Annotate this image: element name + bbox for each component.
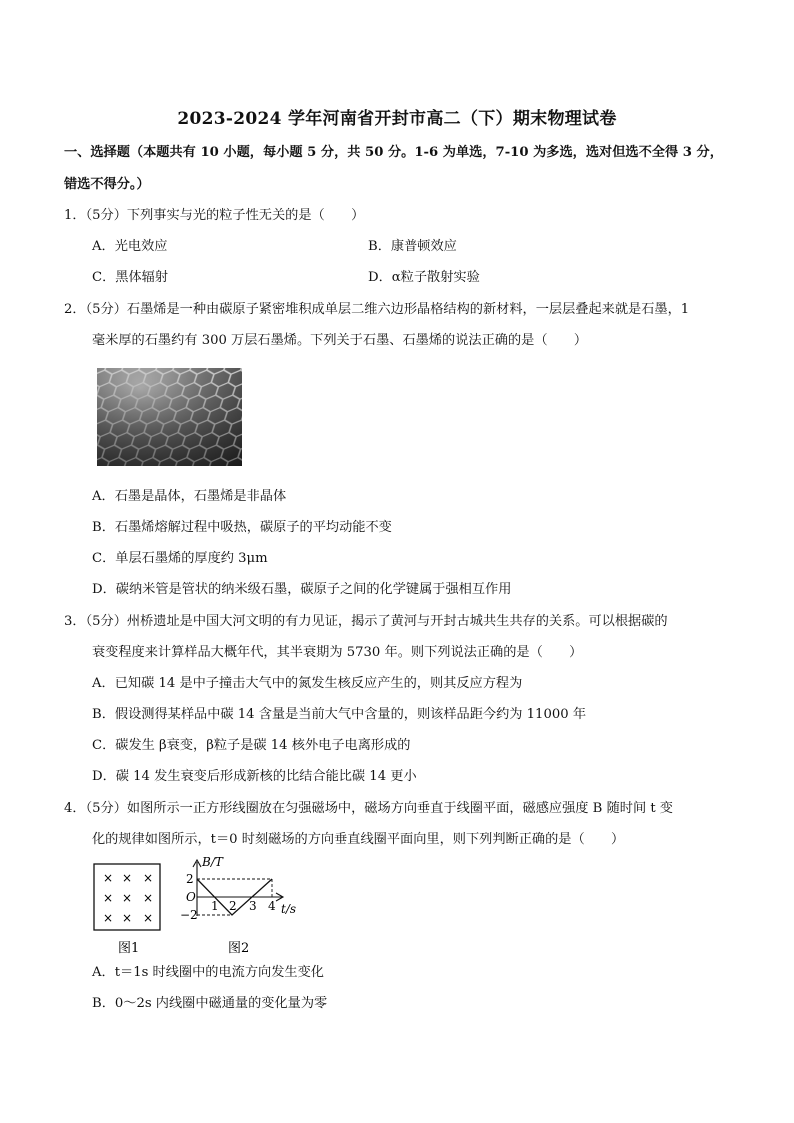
question-3-option-b: B．假设测得某样品中碳 14 含量是当前大气中含量的，则该样品距今约为 11000 年 bbox=[92, 707, 587, 722]
question-1-option-a: A．光电效应 bbox=[92, 239, 168, 254]
question-3-stem-line2: 衰变程度来计算样品大概年代，其半衰期为 5730 年。则下列说法正确的是（ ） bbox=[92, 645, 583, 660]
b-tick-minus2: −2 bbox=[180, 908, 198, 922]
question-1-option-b: B．康普顿效应 bbox=[368, 239, 457, 254]
b-tick-plus2: 2 bbox=[186, 872, 194, 886]
t-tick-4: 4 bbox=[268, 899, 276, 913]
question-2-option-b: B．石墨烯熔解过程中吸热，碳原子的平均动能不变 bbox=[92, 520, 392, 535]
page-title: 2023-2024 学年河南省开封市高二（下）期末物理试卷 bbox=[177, 109, 617, 129]
field-into-page-mark: × bbox=[143, 871, 154, 885]
question-2-option-a: A．石墨是晶体，石墨烯是非晶体 bbox=[92, 489, 287, 504]
t-axis-label: t/s bbox=[281, 902, 297, 916]
section-header-line1: 一、选择题（本题共有 10 小题，每小题 5 分，共 50 分。1-6 为单选，7-10 为多选，选对但选不全得 3 分， bbox=[64, 145, 723, 160]
field-into-page-mark: × bbox=[122, 871, 133, 885]
section-header-line2: 错选不得分。） bbox=[64, 177, 150, 192]
figure-1-caption: 图1 bbox=[118, 941, 140, 956]
t-tick-1: 1 bbox=[211, 899, 219, 913]
field-into-page-mark: × bbox=[143, 891, 154, 905]
field-into-page-mark: × bbox=[103, 911, 114, 925]
question-1-option-d: D．α粒子散射实验 bbox=[368, 270, 480, 285]
question-3-stem-line1: 3．（5分）州桥遗址是中国大河文明的有力见证，揭示了黄河与开封古城共生共存的关系。可以根据碳的 bbox=[64, 614, 668, 629]
question-3-option-c: C．碳发生 β衰变，β粒子是碳 14 核外电子电离形成的 bbox=[92, 738, 411, 753]
graphene-lattice-image bbox=[97, 368, 242, 466]
question-1-stem: 1．（5分）下列事实与光的粒子性无关的是（ ） bbox=[64, 208, 365, 223]
question-3-option-d: D．碳 14 发生衰变后形成新核的比结合能比碳 14 更小 bbox=[92, 769, 417, 784]
question-4-option-b: B．0～2s 内线圈中磁通量的变化量为零 bbox=[92, 996, 328, 1011]
t-tick-3: 3 bbox=[249, 899, 257, 913]
field-into-page-mark: × bbox=[122, 891, 133, 905]
question-2-option-c: C．单层石墨烯的厚度约 3μm bbox=[92, 551, 268, 566]
graphene-lattice-drawing bbox=[97, 368, 242, 466]
question-3-option-a: A．已知碳 14 是中子撞击大气中的氮发生核反应产生的，则其反应方程为 bbox=[92, 676, 523, 691]
question-2-option-d: D．碳纳米管是管状的纳米级石墨，碳原子之间的化学键属于强相互作用 bbox=[92, 582, 512, 597]
question-4-stem-line1: 4．（5分）如图所示一正方形线圈放在匀强磁场中，磁场方向垂直于线圈平面，磁感应强度 B 随时间 t 变 bbox=[64, 801, 673, 816]
question-4-option-a: A．t＝1s 时线圈中的电流方向发生变化 bbox=[92, 965, 324, 980]
question-2-stem-line2: 毫米厚的石墨约有 300 万层石墨烯。下列关于石墨、石墨烯的说法正确的是（ ） bbox=[92, 333, 588, 348]
t-tick-2: 2 bbox=[229, 899, 237, 913]
field-into-page-mark: × bbox=[143, 911, 154, 925]
question-1-option-c: C．黑体辐射 bbox=[92, 270, 169, 285]
field-into-page-mark: × bbox=[103, 891, 114, 905]
b-axis-label: B/T bbox=[202, 855, 223, 869]
question-2-stem-line1: 2．（5分）石墨烯是一种由碳原子紧密堆积成单层二维六边形晶格结构的新材料，一层层叠起来就是石墨，1 bbox=[64, 302, 690, 317]
figure-2-caption: 图2 bbox=[228, 941, 250, 956]
question-4-figures bbox=[92, 855, 322, 962]
field-into-page-mark: × bbox=[122, 911, 133, 925]
question-4-stem-line2: 化的规律如图所示，t＝0 时刻磁场的方向垂直线圈平面向里，则下列判断正确的是（ ） bbox=[92, 832, 625, 847]
field-into-page-mark: × bbox=[103, 871, 114, 885]
origin-label: O bbox=[186, 890, 196, 904]
question-4-figure-svg bbox=[92, 855, 322, 958]
